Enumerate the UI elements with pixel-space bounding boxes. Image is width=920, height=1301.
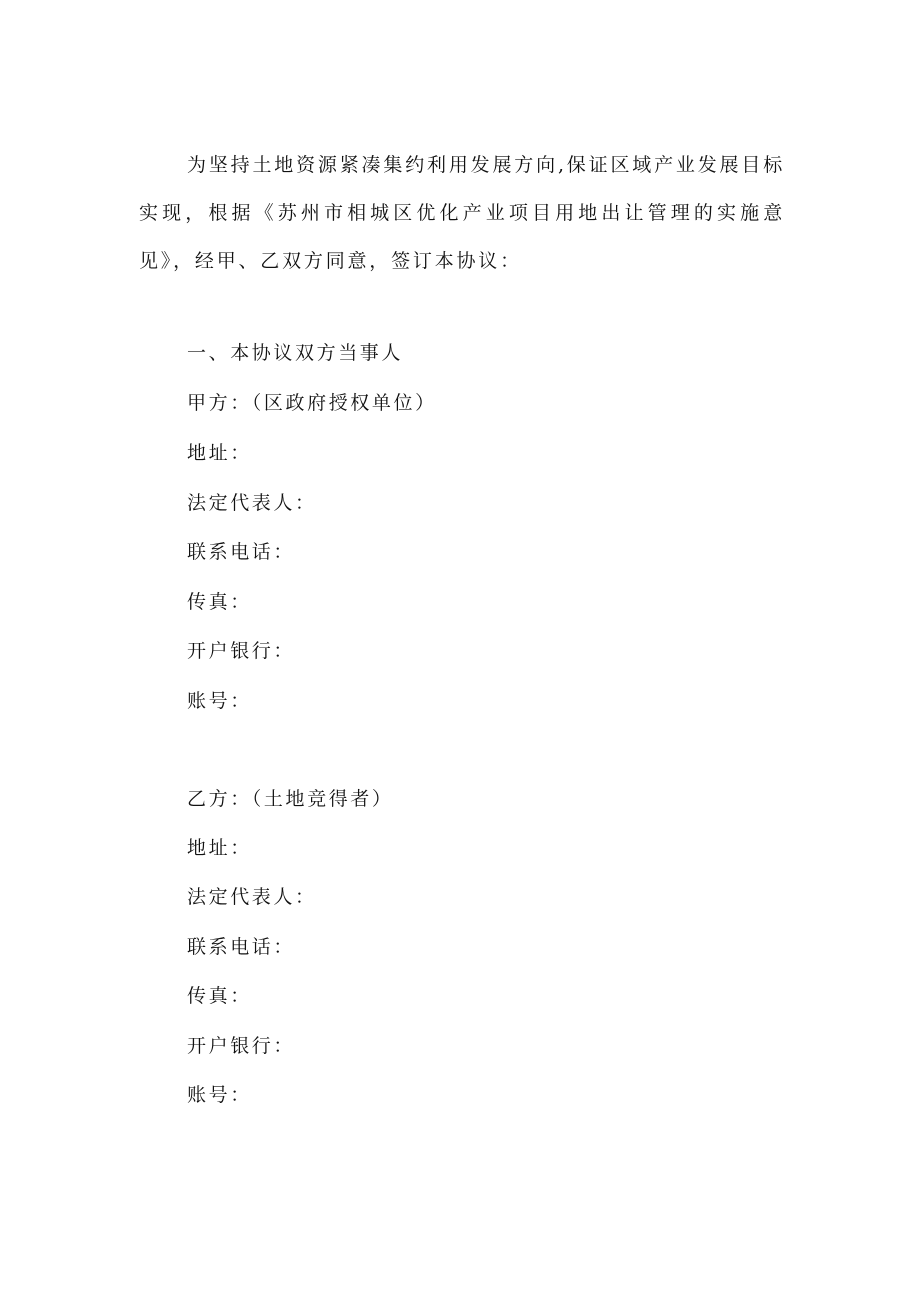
party-a-account-label: 账号： (187, 690, 252, 712)
party-a-phone-label: 联系电话： (187, 541, 296, 563)
party-a-address-label: 地址： (187, 442, 252, 464)
party-a-fax-label: 传真： (187, 591, 252, 613)
party-b-legal-rep-label: 法定代表人： (187, 886, 317, 908)
party-b-account-label: 账号： (187, 1084, 252, 1106)
party-a-title: 甲方：（区政府授权单位） (187, 392, 437, 414)
party-b-bank-label: 开户银行： (187, 1035, 296, 1057)
party-b-phone-label: 联系电话： (187, 936, 296, 958)
party-a-legal-rep-label: 法定代表人： (187, 492, 317, 514)
intro-paragraph: 为坚持土地资源紧凑集约利用发展方向,保证区域产业发展目标实现，根据《苏州市相城区优化产业项目用地出让管理的实施意见》，经甲、乙双方同意，签订本协议： (139, 154, 785, 272)
party-b-title: 乙方：（土地竞得者） (187, 788, 394, 810)
party-b-fax-label: 传真： (187, 985, 252, 1007)
party-b-address-label: 地址： (187, 837, 252, 859)
section-heading-parties: 一、本协议双方当事人 (187, 342, 404, 364)
party-a-bank-label: 开户银行： (187, 640, 296, 662)
